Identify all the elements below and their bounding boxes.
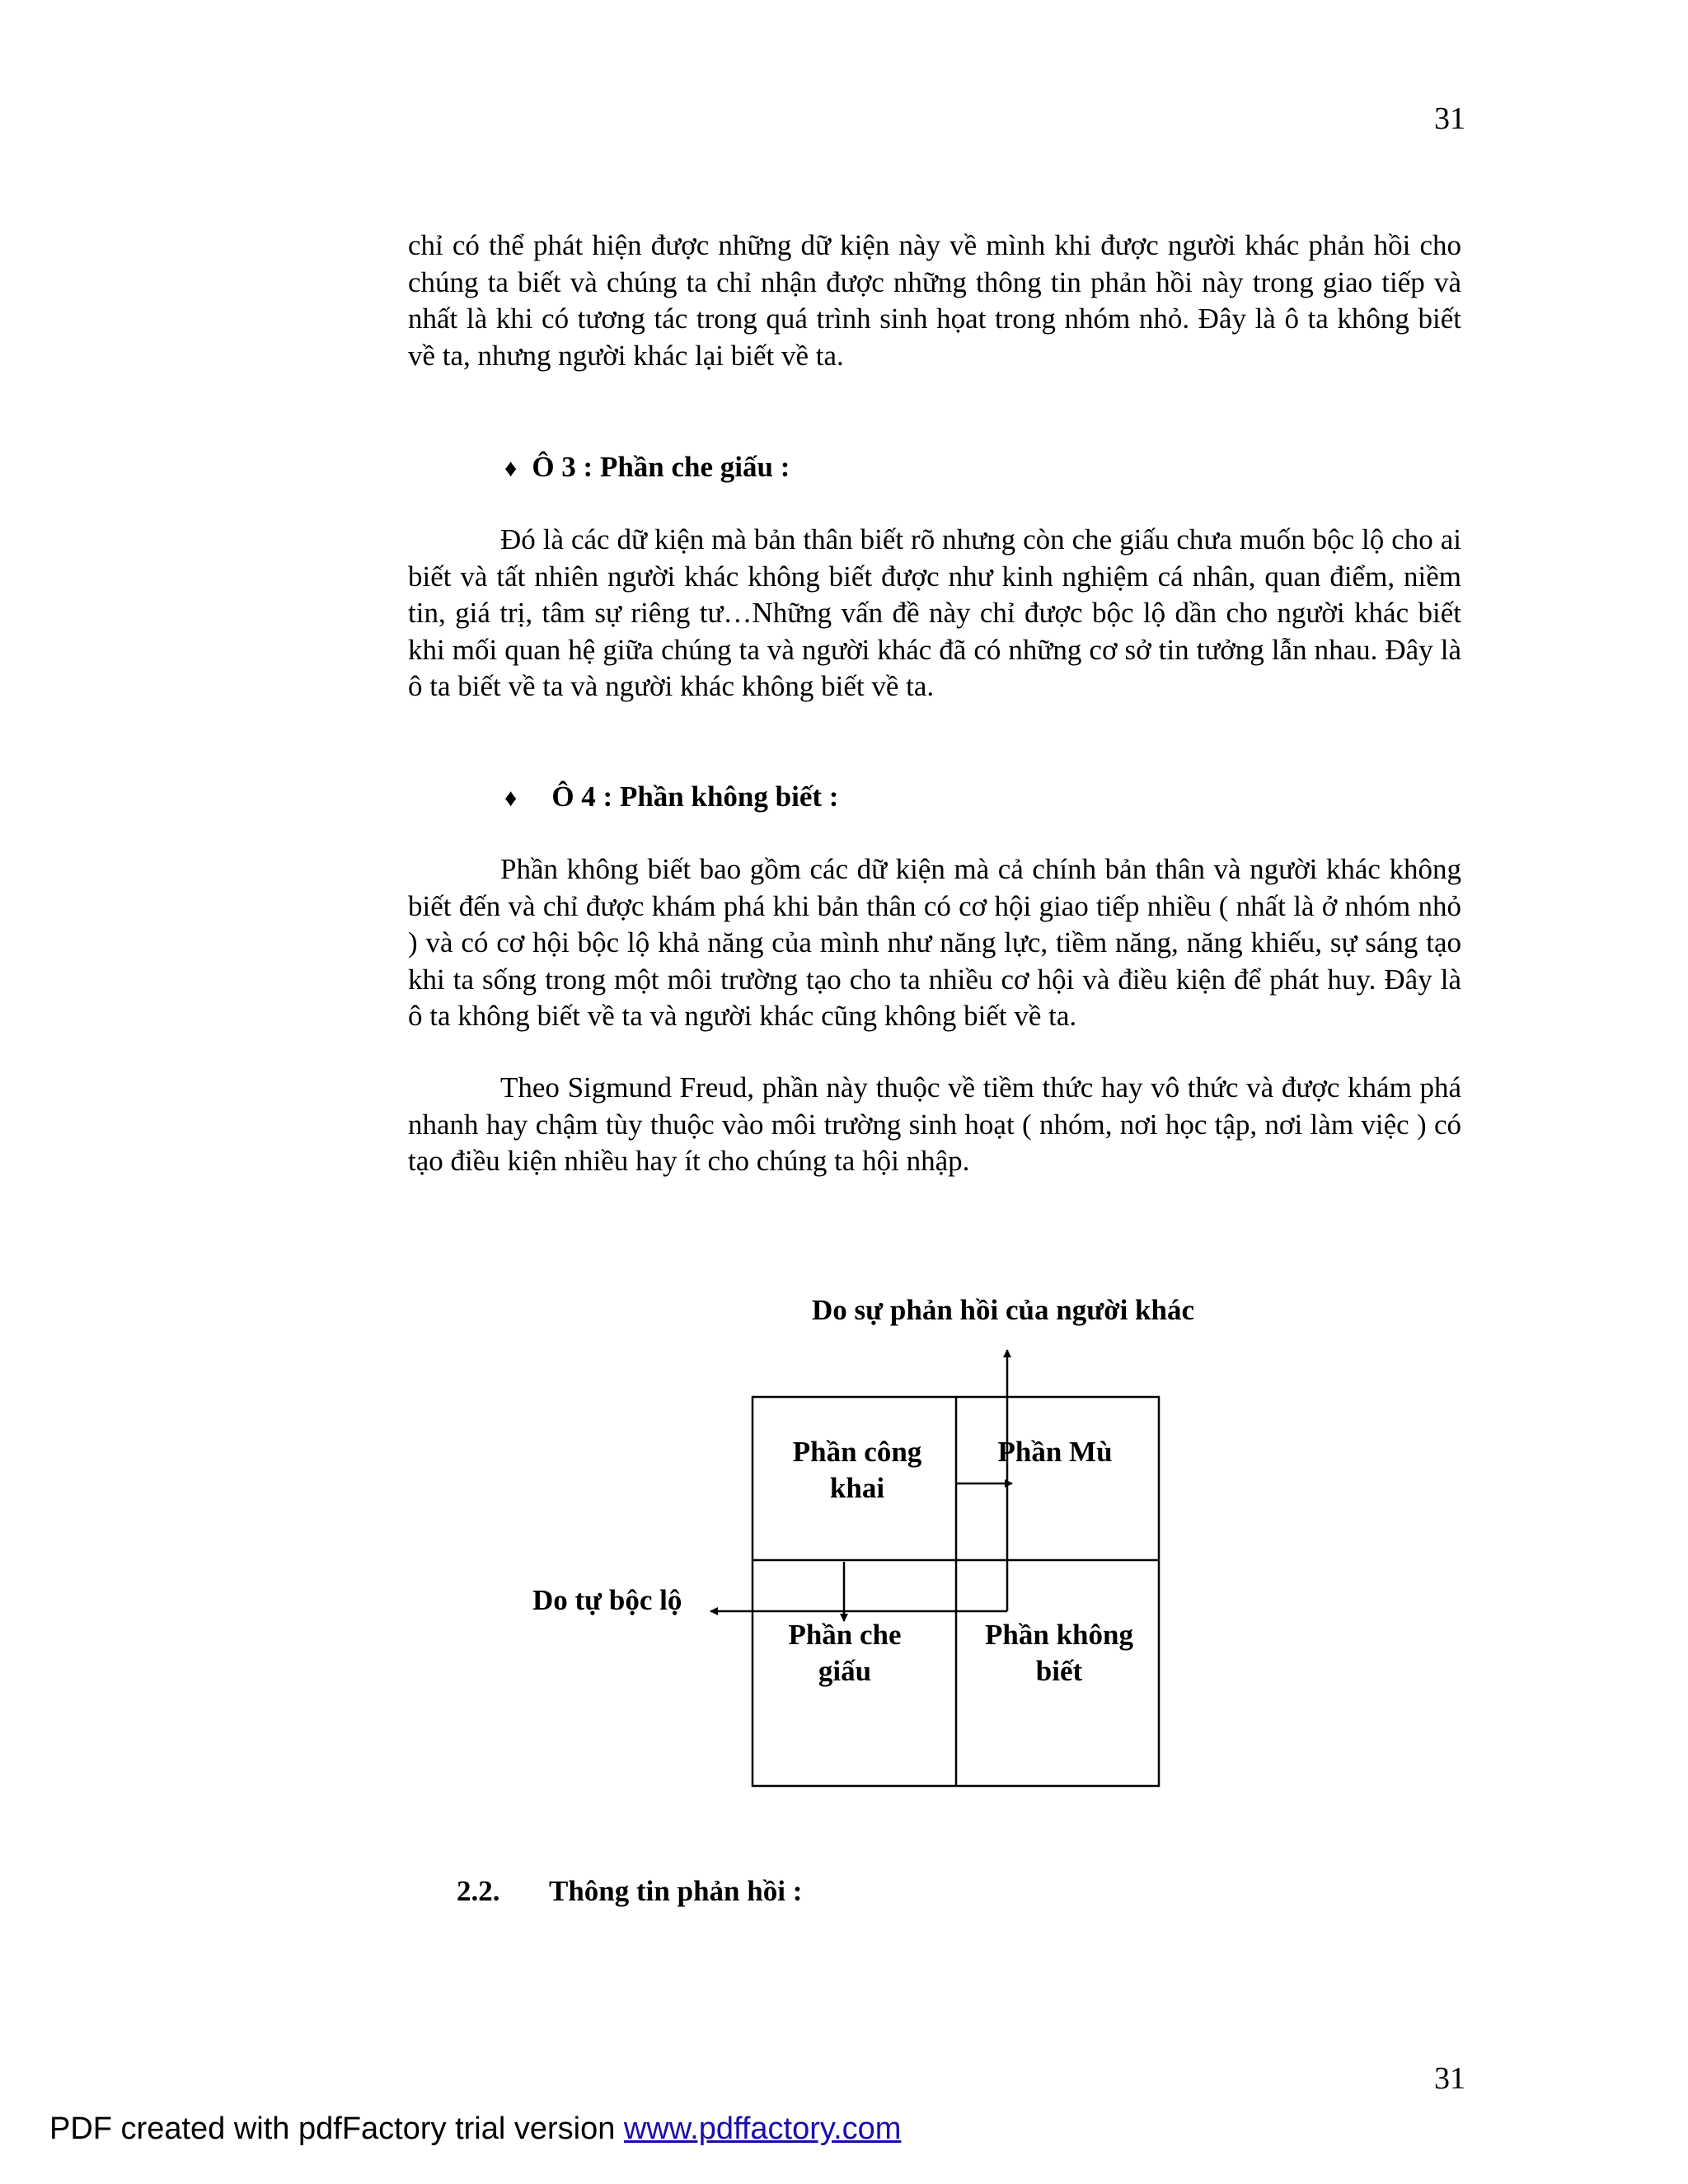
pdf-footer xyxy=(49,2111,901,2147)
footer-link[interactable]: www.pdffactory.com xyxy=(623,2111,902,2146)
cell-open-area: Phần công khai xyxy=(792,1436,922,1504)
heading-o3-text: Ô 3 : Phần che giấu : xyxy=(532,451,790,483)
footer-text: PDF created with pdfFactory trial version xyxy=(49,2111,624,2146)
paragraph-freud: Theo Sigmund Freud, phần này thuộc về tiềm thức hay vô thức và được khám phá nhanh hay chậm tùy thuộc vào môi trường sinh hoạt ( nhóm, nơi học tập, nơi làm việc ) có tạo điều kiện nhiều hay ít cho chúng ta hội nhập. xyxy=(408,1071,1461,1177)
heading-o4-text: Ô 4 : Phần không biết : xyxy=(551,780,839,813)
cell-hidden-area: Phần che giấu xyxy=(788,1619,902,1687)
cell-blind-area: Phần Mù xyxy=(997,1436,1113,1468)
label-feedback-from-others: Do sự phản hồi của người khác xyxy=(812,1294,1195,1326)
page-number-top: 31 xyxy=(1434,101,1465,136)
section-number: 2.2. xyxy=(457,1875,500,1907)
paragraph-unknown-area: Phần không biết bao gồm các dữ kiện mà cả chính bản thân và người khác không biết đến và chỉ được khám phá khi bản thân có cơ hội giao tiếp nhiều ( nhất là ở nhóm nhỏ ) và có cơ hội bộc lộ khả năng của mình như năng lực, tiềm năng, năng khiếu, sự sáng tạo khi ta sống trong một môi trường tạo cho ta nhiều cơ hội và điều kiện để phát huy. Đây là ô ta không biết về ta và người khác cũng không biết về ta. xyxy=(408,853,1461,1032)
diamond-bullet-icon: ♦ xyxy=(504,785,518,812)
page-number-bottom: 31 xyxy=(1434,2061,1465,2096)
label-self-disclosure: Do tự bộc lộ xyxy=(532,1584,682,1616)
section-title: Thông tin phản hồi : xyxy=(549,1875,803,1907)
heading-o3 xyxy=(504,449,790,487)
section-heading-2-2 xyxy=(457,1873,802,1910)
paragraph-hidden-area: Đó là các dữ kiện mà bản thân biết rõ nhưng còn che giấu chưa muốn bộc lộ cho ai biết và tất nhiên người khác không biết được như kinh nghiệm cá nhân, quan điểm, niềm tin, giá trị, tâm sự riêng tư…Những vấn đề này chỉ được bộc lộ dần cho người khác biết khi mối quan hệ giữa chúng ta và người khác đã có những cơ sở tin tưởng lẫn nhau. Đây là ô ta biết về ta và người khác không biết về ta. xyxy=(408,523,1461,702)
heading-o4 xyxy=(504,779,838,817)
diamond-bullet-icon: ♦ xyxy=(504,455,518,482)
cell-unknown-area: Phần không biết xyxy=(985,1619,1133,1687)
paragraph-blind-area-continued: chỉ có thể phát hiện được những dữ kiện này về mình khi được người khác phản hồi cho chúng ta biết và chúng ta chỉ nhận được những thông tin phản hồi này trong giao tiếp và nhất là khi có tương tác trong quá trình sinh họat trong nhóm nhỏ. Đây là ô ta không biết về ta, nhưng người khác lại biết về ta. xyxy=(408,229,1461,372)
